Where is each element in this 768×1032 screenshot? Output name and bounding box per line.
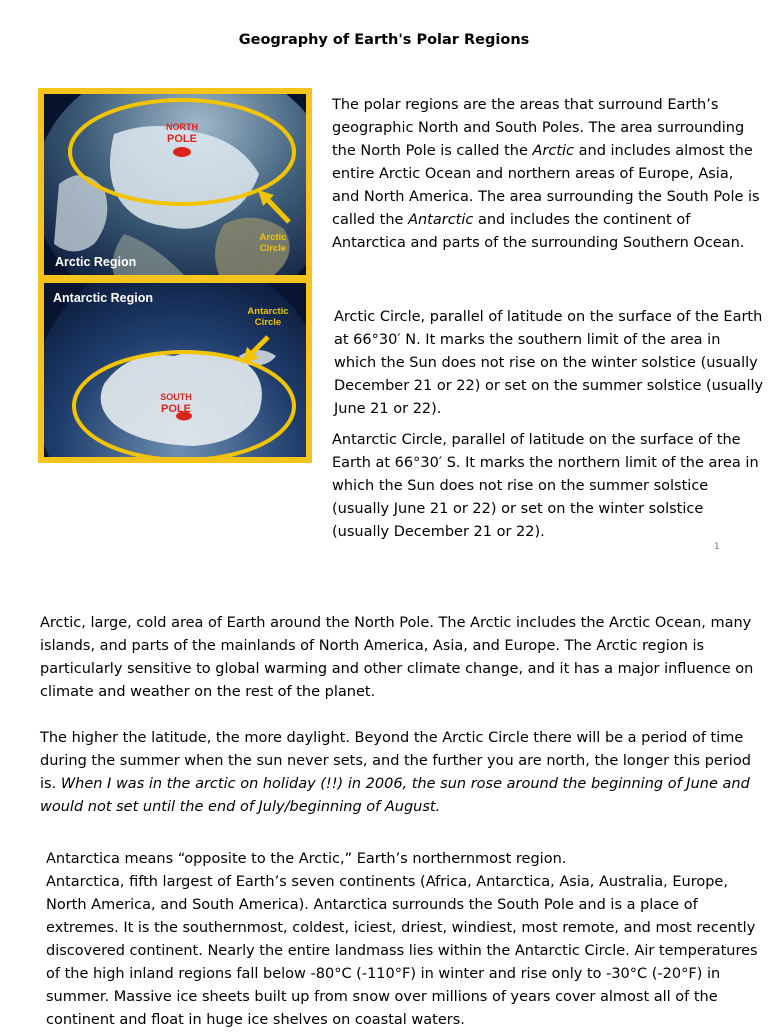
- arctic-paragraph: [40, 612, 760, 704]
- page-title: Geography of Earth's Polar Regions: [238, 32, 530, 48]
- antarctic-region-label: Antarctic Region: [53, 291, 154, 305]
- south-pole-label: SOUTH: [160, 392, 192, 402]
- paragraph-text: and includes almost the entire Arctic Ocean and northern areas of Europe, Asia, and North America. The area surrounding the South Pole is called the: [332, 143, 760, 228]
- paragraph-text: Antarctica means “opposite to the Arctic,” Earth’s northernmost region.: [46, 851, 567, 867]
- paragraph-text: The polar regions are the areas that surround Earth’s geographic North and South Poles. The area surrounding the North Pole is called the: [332, 97, 745, 159]
- daylight-paragraph: [40, 727, 760, 819]
- personal-note: When I was in the arctic on holiday (!!) in 2006, the sun rose around the beginning of June and would not set until the end of July/beginning of August.: [40, 776, 750, 815]
- north-pole-label: NORTH: [166, 122, 198, 132]
- antarctic-panel: [44, 254, 306, 457]
- paragraph-text: Antarctica, fifth largest of Earth’s seven continents (Africa, Antarctica, Asia, Australia, Europe, North America, and South America). Antarctica surrounds the South Pole and is a place of extremes. It is the southernmost, coldest, iciest, driest, windiest, most remote, and most recently discovered continent. Nearly the entire landmass lies within the Antarctic Circle. Air temperatures of the high inland regions fall below -80°C (-110°F) in winter and rise only to -30°C (-20°F) in summer. Massive ice sheets built up from snow over millions of years cover almost all of the continent and float in huge ice shelves on coastal waters.: [46, 874, 758, 1028]
- arctic-region-label: Arctic Region: [55, 255, 137, 269]
- arctic-circle-paragraph: [334, 306, 766, 421]
- polar-regions-figure: [38, 88, 312, 463]
- south-pole-label-2: POLE: [161, 403, 191, 415]
- arctic-term: Arctic: [532, 143, 575, 159]
- polar-regions-paragraph: [332, 94, 764, 255]
- arctic-circle-label-2: Circle: [259, 243, 287, 254]
- paragraph-text: Arctic Circle, parallel of latitude on the surface of the Earth at 66°30′ N. It marks the southern limit of the area in which the Sun does not rise on the winter solstice (usually December 21 or 22) or set on the summer solstice (usually June 21 or 22).: [334, 309, 764, 417]
- polar-map-illustration: [44, 94, 306, 457]
- antarctic-circle-label: Antarctic: [247, 306, 289, 317]
- antarctic-circle-label-2: Circle: [254, 317, 282, 328]
- antarctic-term: Antarctic: [408, 212, 474, 228]
- antarctica-paragraph: [46, 848, 762, 1032]
- page-number: 1: [714, 542, 720, 552]
- paragraph-text: and includes the continent of Antarctica and parts of the surrounding Southern Ocean.: [332, 212, 745, 251]
- paragraph-text: Arctic, large, cold area of Earth around the North Pole. The Arctic includes the Arctic Ocean, many islands, and parts of the mainlands of North America, Asia, and Europe. The Arctic region is particularly sensitive to global warming and other climate change, and it has a major influence on climate and weather on the rest of the planet.: [40, 615, 754, 700]
- arctic-circle-label: Arctic: [259, 232, 287, 243]
- north-pole-label-2: POLE: [167, 133, 197, 145]
- antarctic-circle-paragraph: [332, 429, 764, 544]
- paragraph-text: The higher the latitude, the more daylight. Beyond the Arctic Circle there will be a period of time during the summer when the sun never sets, and the further you are north, the longer this period is.: [40, 730, 751, 792]
- paragraph-text: Antarctic Circle, parallel of latitude on the surface of the Earth at 66°30′ S. It marks the northern limit of the area in which the Sun does not rise on the summer solstice (usually June 21 or 22) or set on the winter solstice (usually December 21 or 22).: [332, 432, 759, 540]
